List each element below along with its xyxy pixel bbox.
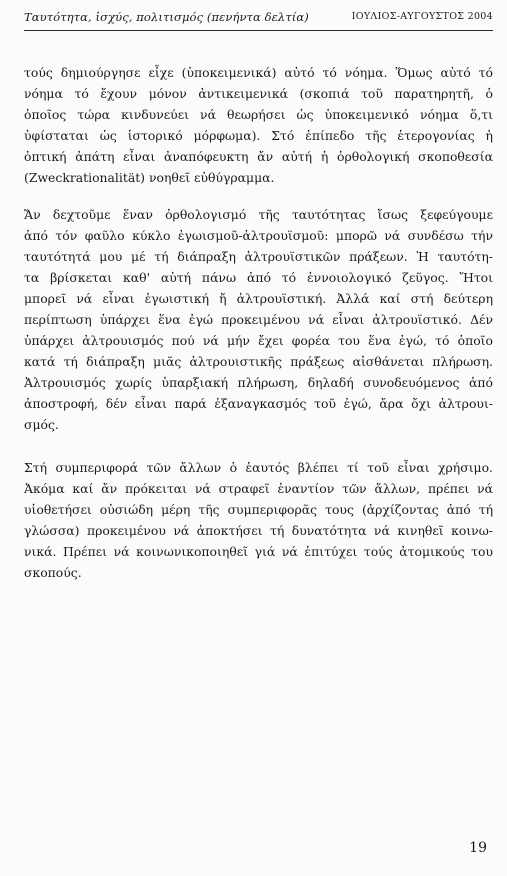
text-line: Ἄν δεχτοῦμε ἕναν ὀρθολογισμό τῆς ταυτότητας ἴσως ξεφεύγουμε	[24, 207, 493, 222]
text-line: τα βρίσκεται καθ' αὑτή πάνω ἀπό τό ἐννοιολογικό ζεῦγος. Ἤτοι	[24, 270, 493, 285]
running-header	[24, 10, 493, 31]
text-line: ὑφίσταται ὡς ἱστορικό μόρφωμα). Στό ἐπίπεδο τῆς ἑτερογονίας ἡ	[24, 128, 493, 143]
header-title: Ταυτότητα, ἰσχύς, πολιτισμός (πενήντα δελτία)	[24, 10, 309, 24]
text-line: σμός.	[24, 417, 59, 432]
text-line: τούς δημιούργησε εἶχε (ὑποκειμενικά) αὐτό τό νόημα. Ὅμως αὐτό τό	[24, 65, 493, 80]
text-line: Ἀλτρουισμός χωρίς ὑπαρξιακή πλήρωση, δηλαδή συνοδευόμενος ἀπό	[24, 375, 493, 390]
paragraph-2	[24, 204, 493, 435]
text-line: μπορεῖ νά εἶναι ἐγωιστική ἤ ἀλτρουϊστική. Ἀλλά καί στή δεύτερη	[24, 291, 493, 306]
text-line: περίπτωση ὑπάρχει ἕνα ἐγώ προκειμένου νά εἶναι ἀλτρουϊστικό. Δέν	[24, 312, 493, 327]
text-line: ταυτότητά μου μέ τή διάπραξη ἀλτρουϊστικῶν πράξεων. Ἡ ταυτότη-	[24, 249, 493, 264]
text-line: κατά τή διάπραξη μιᾶς ἀλτρουιστικῆς πράξεως αἰσθάνεται πλήρωση.	[24, 354, 493, 369]
text-line: (Zweckrationalität) νοηθεῖ εὐθύγραμμα.	[24, 170, 275, 185]
text-line: Στή συμπεριφορά τῶν ἄλλων ὁ ἑαυτός βλέπει τί τοῦ εἶναι χρήσιμο.	[24, 460, 493, 475]
text-line: ἀπό τόν φαῦλο κύκλο ἐγωισμοῦ-ἀλτρουϊσμοῦ: μπορῶ νά συνδέσω τήν	[24, 228, 493, 243]
header-issue-date: ΙΟΥΛΙΟΣ-ΑΥΓΟΥΣΤΟΣ 2004	[351, 11, 493, 22]
text-line: ὁποῖος τώρα κινδυνεύει νά θεωρήσει ὡς ὑποκειμενικό νόημα ὅ,τι	[24, 107, 493, 122]
text-line: νόημα τό ἔχουν μόνον ἀντικειμενικά (σκοπιά τοῦ παρατηρητῆ, ὁ	[24, 86, 493, 101]
text-line: σκοπούς.	[24, 565, 82, 580]
text-line: ὀπτική ἀπάτη εἶναι ἀναπόφευκτη ἄν αὐτή ἡ ὀρθολογική σκοποθεσία	[24, 149, 493, 164]
text-line: Ἀκόμα καί ἄν πρόκειται νά στραφεῖ ἐναντίον τῶν ἄλλων, πρέπει νά	[24, 481, 493, 496]
text-line: νικά. Πρέπει νά κοινωνικοποιηθεῖ γιά νά ἐπιτύχει τούς ἀτομικούς του	[24, 544, 493, 559]
paragraph-3	[24, 457, 493, 583]
page-number: 19	[469, 840, 487, 856]
paragraph-1	[24, 62, 493, 188]
text-line: γλώσσα) προκειμένου νά ἀποκτήσει τή δυνατότητα νά κινηθεῖ κοινω-	[24, 523, 493, 538]
text-line: υἱοθετήσει οὐσιώδη μέρη τῆς συμπεριφορᾶς τους (ἀρχίζοντας ἀπό τή	[24, 502, 493, 517]
text-line: ὑπάρχει ἀλτρουισμός πού νά μήν ἔχει φορέα του ἕνα ἐγώ, τό ὁποῖο	[24, 333, 493, 348]
text-line: ἀποστροφή, δέν εἶναι παρά ἐξαναγκασμός τοῦ ἐγώ, ἄρα ὄχι ἀλτρουι-	[24, 396, 493, 411]
